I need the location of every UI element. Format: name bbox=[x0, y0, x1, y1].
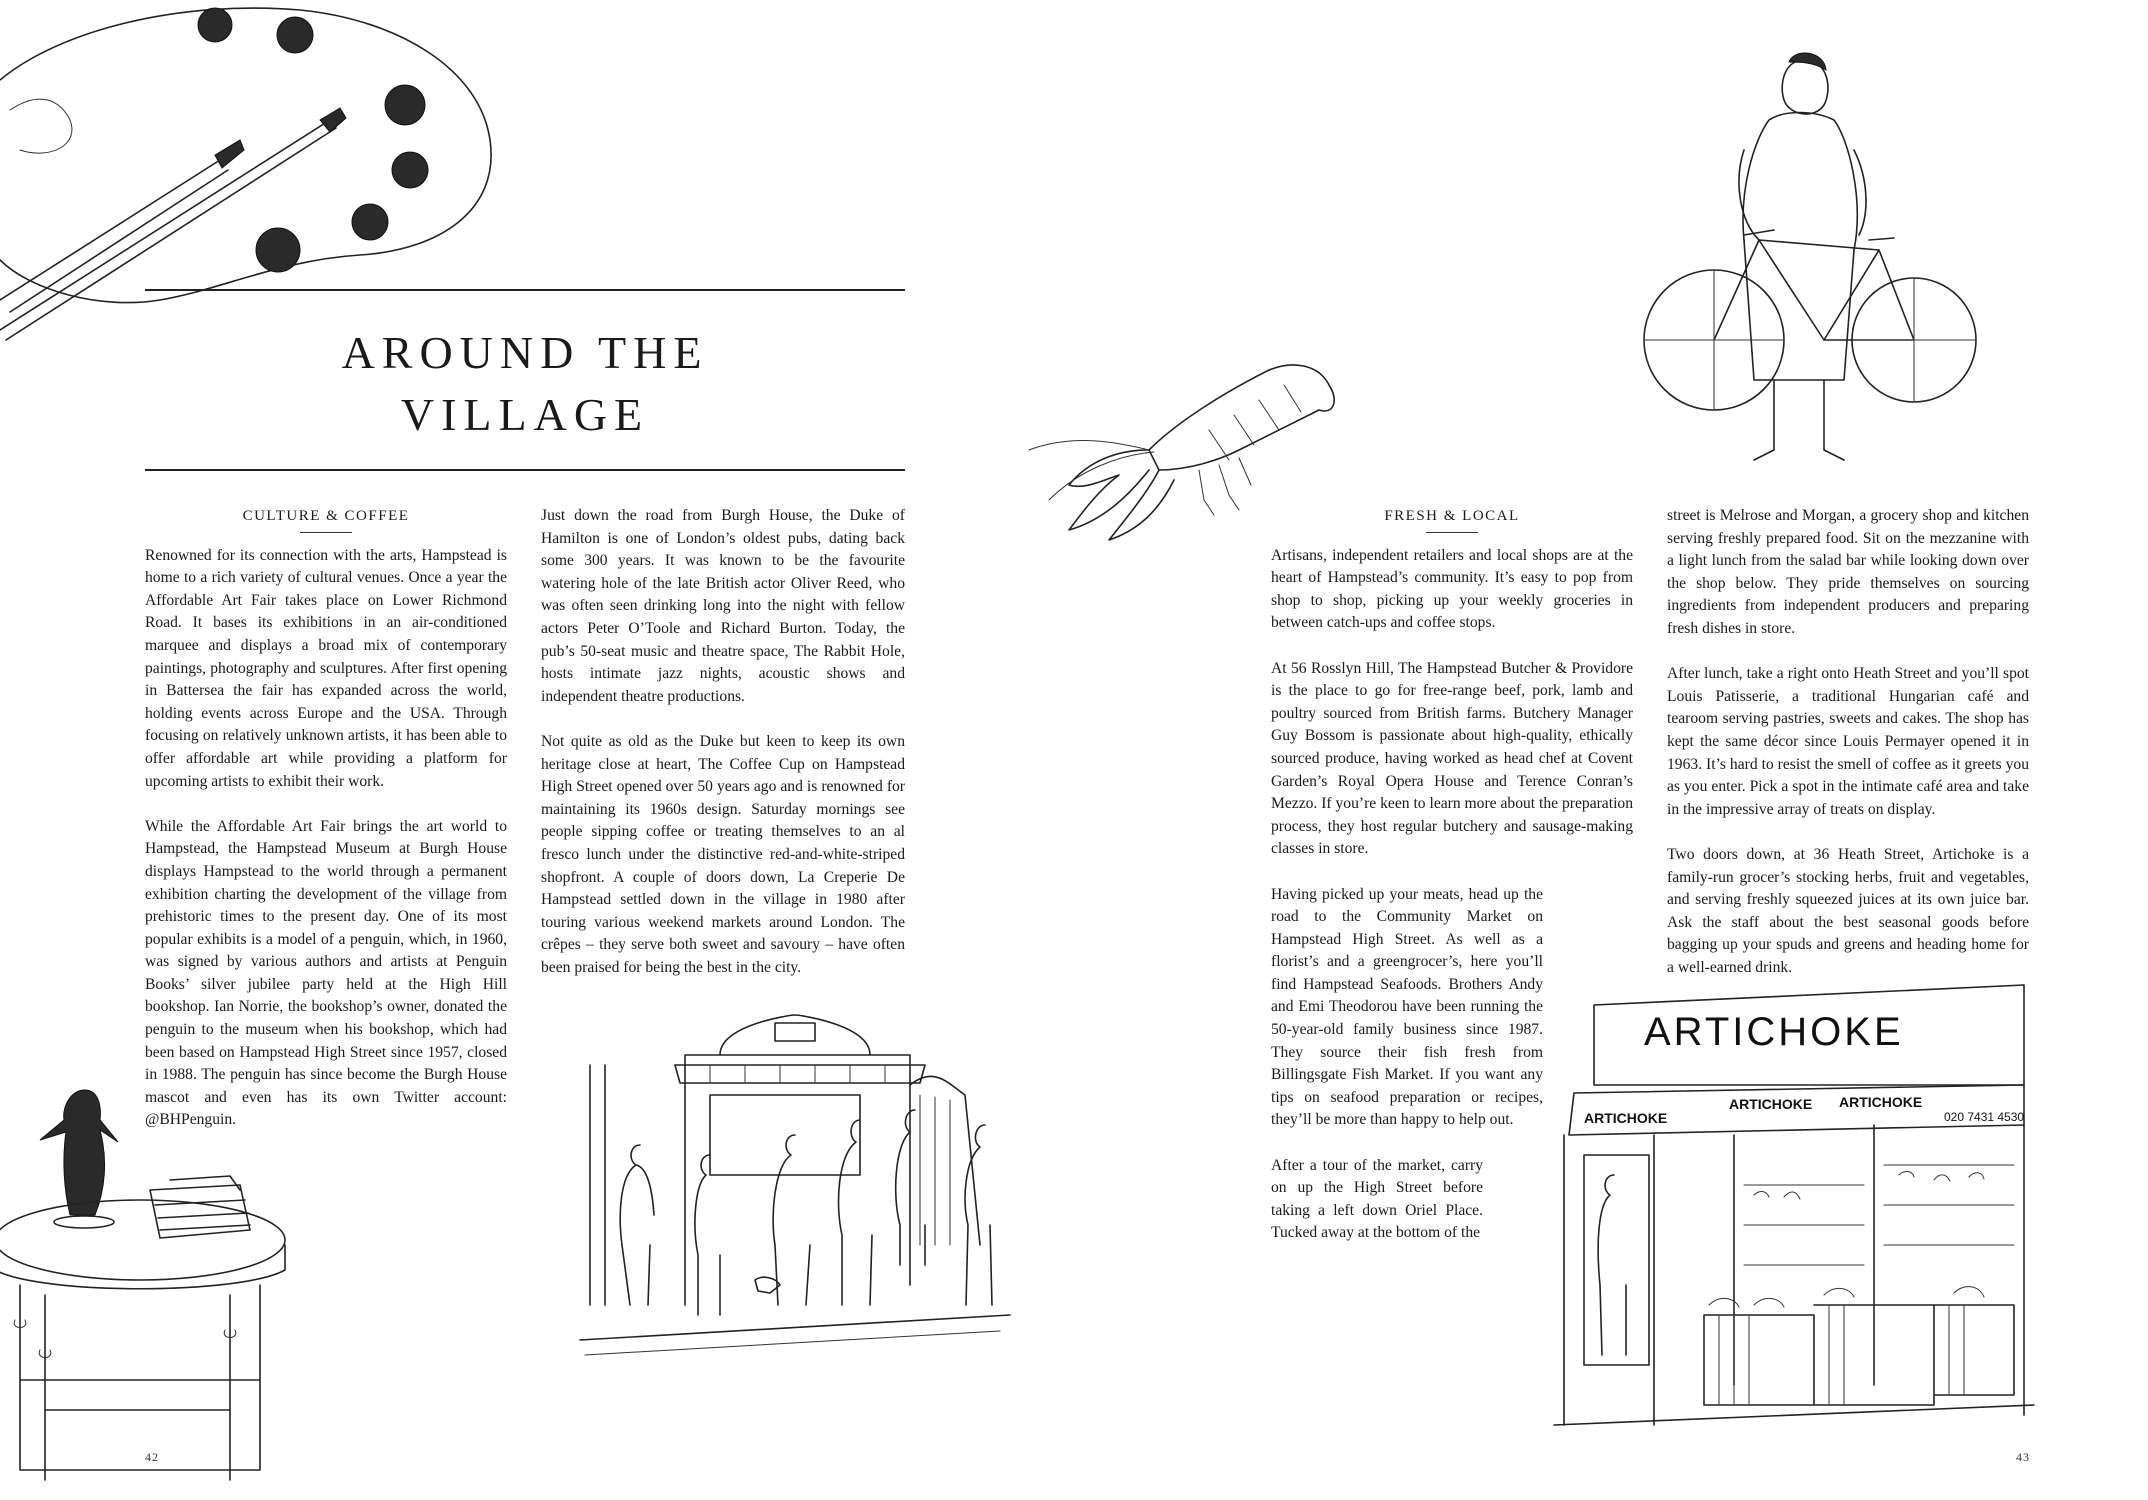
shop-awning bbox=[675, 1065, 925, 1083]
title-rule-top bbox=[145, 289, 905, 291]
paragraph: Having picked up your meats, head up the road to the Community Market on Hampstead High Street. As well as a florist’s and a greengrocer’s, here you’ll find Hampstead Seafoods. Brothers Andy and Emi Theodorou have been running the 50-year-old family business since 1987. They source their fish fresh from Billingsgate Fish Market. If you want any tips on seafood preparation or recipes, they’ll be more than happy to help out. bbox=[1271, 885, 1543, 1129]
paint-blob-4 bbox=[392, 152, 428, 188]
page-number-right: 43 bbox=[2016, 1450, 2030, 1464]
paragraph: street is Melrose and Morgan, a grocery shop and kitchen serving freshly prepared food. Sit on the mezzanine with a light lunch from the salad bar while looking down over the shop below. They pride themselves on sourcing ingredients from independent producers and preparing fresh dishes in store. bbox=[1667, 507, 2029, 637]
paint-blob-5 bbox=[352, 204, 388, 240]
customer-figure-3 bbox=[773, 1135, 810, 1305]
page-number-left: 42 bbox=[145, 1450, 159, 1464]
paragraph: After lunch, take a right onto Heath Street and you’ll spot Louis Patisserie, a traditional Hungarian café and tearoom serving pastries, sweets and cakes. The shop has kept the same décor since Louis Permayer opened it in 1963. It’s hard to resist the smell of coffee as it greets you as you enter. Pick a spot in the intimate café area and take in the impressive array of treats on display. bbox=[1667, 665, 2029, 818]
culture-coffee-column bbox=[145, 505, 507, 1155]
title-line-2: VILLAGE bbox=[400, 389, 650, 440]
awning-sign-1: ARTICHOKE bbox=[1584, 1110, 1668, 1126]
paragraph: While the Affordable Art Fair brings the art world to Hampstead, the Hampstead Museum at Burgh House displays Hampstead to the world through a permanent exhibition charting the development of the village from prehistoric times to the present day. One of its most popular exhibits is a model of a penguin, which, in 1960, was signed by various authors and artists at Penguin Books’ silver jubilee party held at the High Hill bookshop. Ian Norrie, the bookshop’s owner, donated the penguin to the museum when his bookshop, which had been based on Hampstead High Street since 1957, closed in 1988. The penguin has since become the Burgh House mascot and even has its own Twitter account: @BHPenguin. bbox=[145, 817, 507, 1129]
lobster-body bbox=[1149, 365, 1334, 470]
awning-sign-3: ARTICHOKE bbox=[1839, 1094, 1923, 1110]
shopper-figure bbox=[1598, 1175, 1626, 1355]
paragraph: Not quite as old as the Duke but keen to keep its own heritage close at heart, The Coffee Cup on Hampstead High Street opened over 50 years ago and is renowned for maintaining its 1960s design. Saturday mornings see people sipping coffee or treating themselves to an al fresco lunch under the distinctive red-and-white-striped shopfront. A couple of doors down, La Creperie De Hampstead settled down in the village in 1980 after touring various weekend markets around London. The crêpes – they serve both sweet and savoury – have often been praised for being the best in the city. bbox=[541, 732, 905, 976]
customer-figure-2 bbox=[695, 1155, 720, 1315]
artichoke-shopfront-illustration bbox=[1554, 985, 2034, 1425]
paint-palette-illustration bbox=[0, 0, 500, 330]
paint-blob-1 bbox=[198, 8, 232, 42]
paragraph: Just down the road from Burgh House, the Duke of Hamilton is one of London’s oldest pubs, dating back some 300 years. It was known to be the favourite watering hole of the late British actor Oliver Reed, who was often seen drinking long into the night with fellow actors Peter O’Toole and Richard Burton. Today, the pub’s 50-seat music and theatre space, The Rabbit Hole, hosts intimate jazz nights, acoustic shows and independent theatre productions. bbox=[541, 507, 905, 705]
paragraph: Renowned for its connection with the arts, Hampstead is home to a rich variety of cultural venues. Once a year the Affordable Art Fair takes place on Lower Richmond Road. It bases its exhibitions in an air-conditioned marquee and displays a broad mix of contemporary paintings, photography and sculptures. After first opening in Battersea the fair has expanded across the world, holding events across Europe and the USA. Through focusing on relatively unknown artists, it has been able to offer affordable art while providing a platform for upcoming artists to exhibit their work. bbox=[145, 546, 507, 790]
paint-blob-6 bbox=[256, 228, 300, 272]
man-legs bbox=[1754, 380, 1844, 460]
lobster-antennae bbox=[1029, 441, 1154, 500]
produce-crates bbox=[1704, 1305, 2014, 1405]
shop-door bbox=[1584, 1155, 1649, 1365]
section-heading: CULTURE & COFFEE bbox=[242, 508, 410, 524]
customer-figure-4 bbox=[839, 1120, 872, 1305]
pubs-cafes-column bbox=[541, 505, 905, 1002]
awning-sign-2: ARTICHOKE bbox=[1729, 1096, 1813, 1112]
table-legs bbox=[20, 1285, 260, 1480]
coffee-shop-illustration bbox=[580, 1005, 1010, 1365]
lobster-claw-2 bbox=[1109, 470, 1174, 540]
title-line-1: AROUND THE bbox=[341, 327, 709, 378]
page-title bbox=[145, 322, 905, 446]
paragraph: Two doors down, at 36 Heath Street, Artichoke is a family-run grocer’s stocking herbs, fruit and vegetables, and serving freshly squeezed juices at its own juice bar. Ask the staff about the best seasonal goods before bagging up your spuds and greens and heading home for a well-earned drink. bbox=[1667, 845, 2029, 976]
paint-blob-3 bbox=[385, 85, 425, 125]
section-heading-rule bbox=[300, 532, 352, 533]
shops-column bbox=[1667, 505, 2029, 1002]
section-heading: FRESH & LOCAL bbox=[1384, 508, 1520, 524]
paragraph: At 56 Rosslyn Hill, The Hampstead Butcher & Providore is the place to go for free-range beef, pork, lamb and poultry sourced from British farms. Butchery Manager Guy Bossom is passionate about high-quality, ethically sourced produce, having worked as head chef at Covent Garden’s Royal Opera House and Terence Conran’s Mezzo. If you’re keen to learn more about the preparation process, they host regular butchery and sausage-making classes in store. bbox=[1271, 659, 1633, 858]
awning-phone: 020 7431 4530 bbox=[1944, 1110, 2025, 1124]
penguin-table-illustration bbox=[0, 1080, 300, 1500]
penguin-figure bbox=[40, 1090, 118, 1215]
book-stack bbox=[150, 1176, 250, 1238]
customer-figure-1 bbox=[620, 1145, 654, 1305]
round-table-top bbox=[0, 1200, 285, 1280]
man-with-bicycle-illustration bbox=[1664, 40, 1984, 480]
man-head bbox=[1782, 60, 1828, 114]
right-page bbox=[1074, 0, 2148, 1500]
title-rule-bottom bbox=[145, 469, 905, 471]
paragraph: Artisans, independent retailers and local shops are at the heart of Hampstead’s community. It’s easy to pop from shop to shop, picking up your weekly groceries in between catch-ups and coffee stops. bbox=[1271, 546, 1633, 632]
section-heading-rule bbox=[1426, 532, 1478, 533]
customer-figure-6 bbox=[965, 1125, 992, 1305]
shop-facade bbox=[685, 1015, 910, 1305]
produce-shelves bbox=[1744, 1165, 2014, 1265]
paragraph: After a tour of the market, carry on up the High Street before taking a left down Oriel Place. Tucked away at the bottom of the bbox=[1271, 1156, 1483, 1242]
shop-sign-text: ARTICHOKE bbox=[1644, 1010, 1904, 1054]
pavement-line bbox=[580, 1315, 1010, 1340]
paint-blob-2 bbox=[277, 17, 313, 53]
